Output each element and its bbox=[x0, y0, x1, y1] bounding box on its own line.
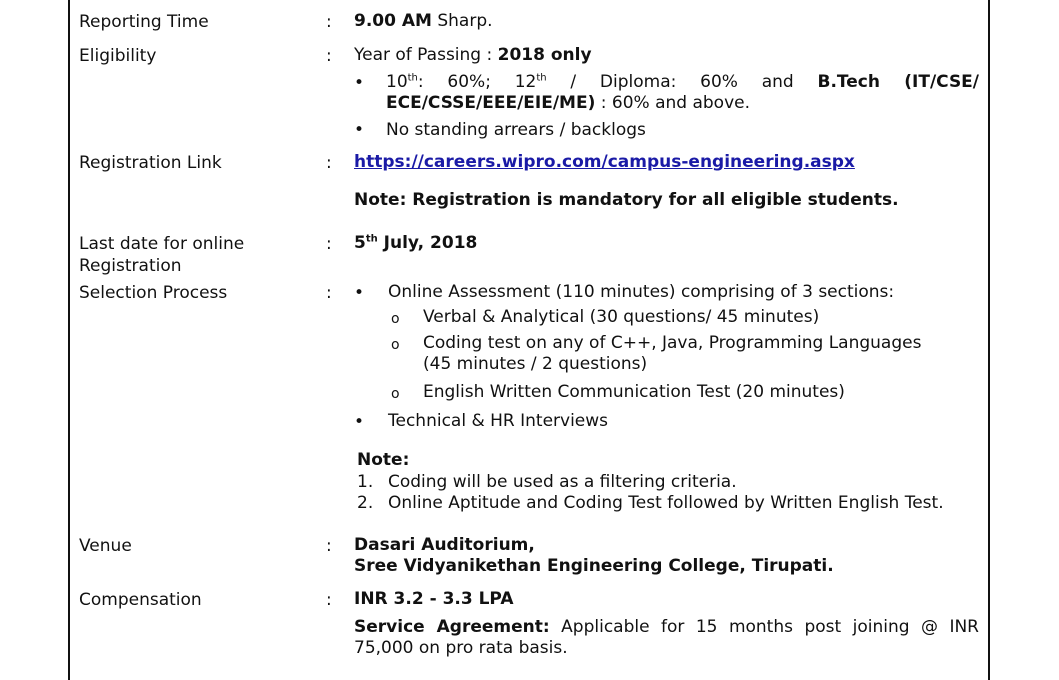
bullet: • bbox=[354, 283, 365, 303]
colon: : bbox=[326, 536, 332, 556]
reporting-time-label: Reporting Time bbox=[79, 12, 209, 32]
registration-note: Note: Registration is mandatory for all eligible students. bbox=[354, 190, 899, 210]
sub-bullet: o bbox=[391, 386, 400, 402]
venue-label: Venue bbox=[79, 536, 132, 556]
colon: : bbox=[326, 234, 332, 254]
technical-hr: Technical & HR Interviews bbox=[388, 411, 609, 431]
colon: : bbox=[326, 590, 332, 610]
venue-value: Dasari Auditorium, Sree Vidyanikethan Engineering College, Tirupati. bbox=[354, 535, 834, 576]
english-test: English Written Communication Test (20 minutes) bbox=[423, 382, 845, 402]
coding-test: Coding test on any of C++, Java, Programming Languages (45 minutes / 2 questions) bbox=[423, 333, 922, 374]
colon: : bbox=[326, 153, 332, 173]
note-number: 2. bbox=[357, 493, 374, 513]
note-number: 1. bbox=[357, 472, 374, 492]
note-item-1: Coding will be used as a filtering criteria. bbox=[388, 472, 737, 492]
sub-bullet: o bbox=[391, 311, 400, 327]
selection-label: Selection Process bbox=[79, 283, 228, 303]
sub-bullet: o bbox=[391, 337, 400, 353]
compensation-value: INR 3.2 - 3.3 LPA bbox=[354, 589, 514, 609]
compensation-label: Compensation bbox=[79, 590, 202, 610]
bullet: • bbox=[354, 120, 365, 140]
table-border-right bbox=[988, 0, 990, 680]
table-border-left bbox=[68, 0, 70, 680]
registration-label: Registration Link bbox=[79, 153, 222, 173]
colon: : bbox=[326, 12, 332, 32]
note-item-2: Online Aptitude and Coding Test followed by Written English Test. bbox=[388, 493, 944, 513]
eligibility-marks: 10th: 60%; 12th / Diploma: 60% and B.Tech (IT/CSE/ ECE/CSSE/EEE/EIE/ME) : 60% and above. bbox=[386, 72, 980, 113]
online-assessment: Online Assessment (110 minutes) comprising of 3 sections: bbox=[388, 282, 895, 302]
colon: : bbox=[326, 46, 332, 66]
registration-link[interactable]: https://careers.wipro.com/campus-engineering.aspx bbox=[354, 152, 855, 172]
bullet: • bbox=[354, 73, 365, 93]
reporting-time-value: 9.00 AM Sharp. bbox=[354, 11, 493, 31]
service-agreement: Service Agreement: Applicable for 15 months post joining @ INR 75,000 on pro rata basis. bbox=[354, 617, 979, 658]
year-of-passing: Year of Passing : 2018 only bbox=[354, 45, 592, 65]
verbal-analytical: Verbal & Analytical (30 questions/ 45 minutes) bbox=[423, 307, 820, 327]
registration-link-wrap bbox=[354, 152, 979, 173]
no-arrears: No standing arrears / backlogs bbox=[386, 120, 646, 140]
selection-note-title: Note: bbox=[357, 450, 410, 470]
colon: : bbox=[326, 283, 332, 303]
last-date-value: 5th July, 2018 bbox=[354, 233, 478, 253]
last-date-label: Last date for online Registration bbox=[79, 234, 245, 276]
eligibility-label: Eligibility bbox=[79, 46, 157, 66]
bullet: • bbox=[354, 412, 365, 432]
